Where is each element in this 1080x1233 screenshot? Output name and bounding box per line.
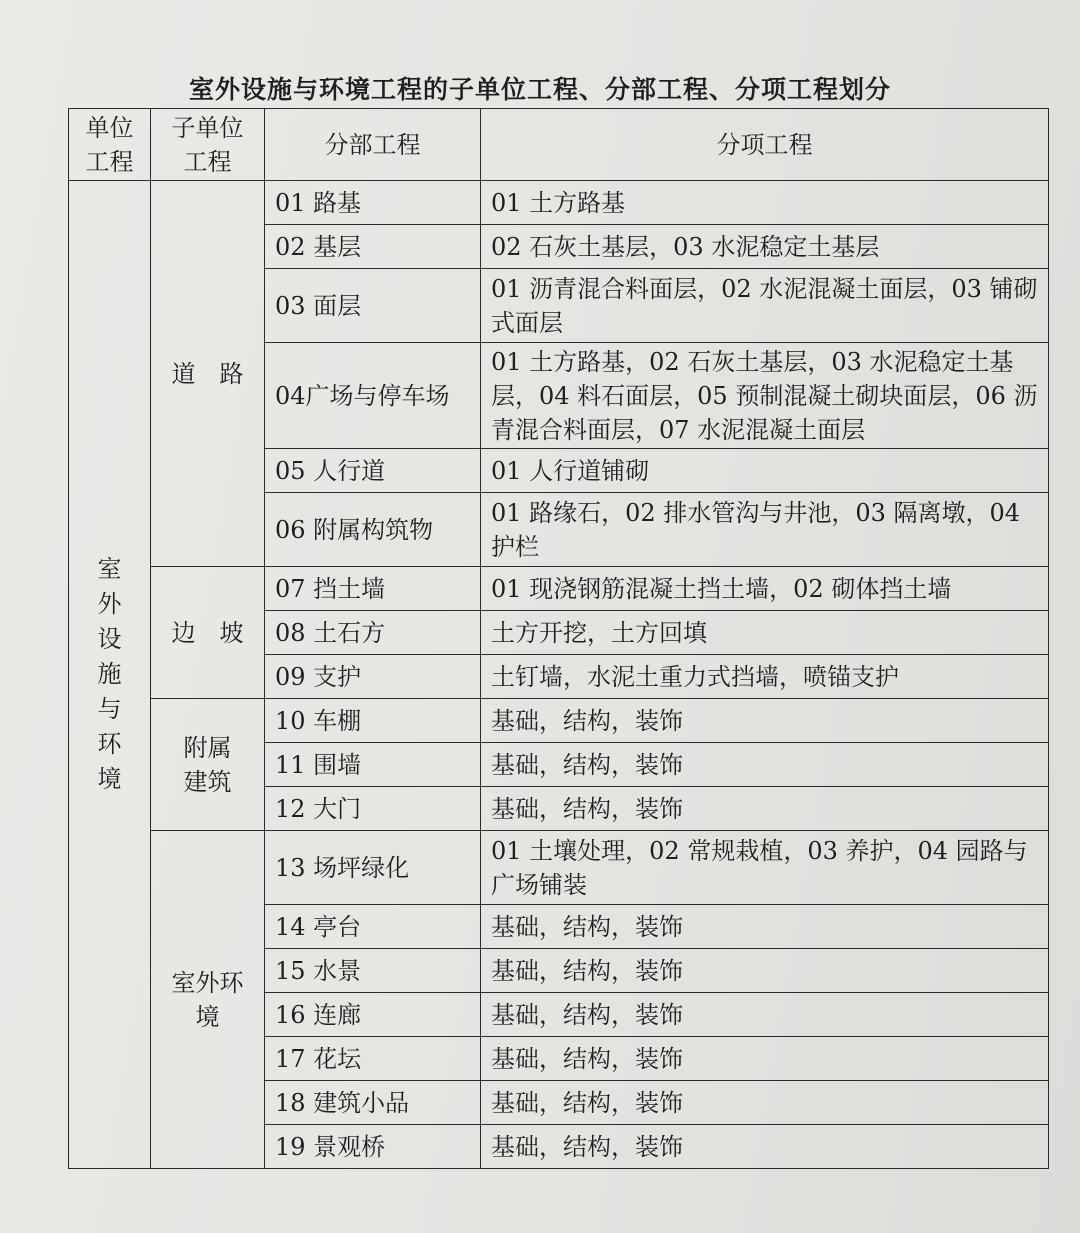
item-cell: 土方开挖，土方回填 (481, 611, 1049, 655)
table-row (69, 181, 1049, 225)
division-cell: 15 水景 (265, 949, 481, 993)
division-cell: 08 土石方 (265, 611, 481, 655)
group-slope: 边 坡 (151, 567, 265, 699)
division-cell: 02 基层 (265, 225, 481, 269)
table-row (69, 831, 1049, 905)
item-cell: 01 路缘石，02 排水管沟与井池，03 隔离墩，04 护栏 (481, 493, 1049, 567)
header-division: 分部工程 (265, 109, 481, 181)
unit-name-cell: 室 外 设 施 与 环 境 (69, 181, 151, 1169)
division-cell: 09 支护 (265, 655, 481, 699)
division-cell: 16 连廊 (265, 993, 481, 1037)
item-cell: 基础，结构，装饰 (481, 993, 1049, 1037)
page-title: 室外设施与环境工程的子单位工程、分部工程、分项工程划分 (188, 75, 891, 104)
item-cell: 基础，结构，装饰 (481, 787, 1049, 831)
division-table (68, 108, 1049, 1169)
division-cell: 04广场与停车场 (265, 343, 481, 449)
header-sub-unit: 子单位 工程 (151, 109, 265, 181)
division-cell: 03 面层 (265, 269, 481, 343)
item-cell: 02 石灰土基层，03 水泥稳定土基层 (481, 225, 1049, 269)
header-row (69, 109, 1049, 181)
table-row (69, 567, 1049, 611)
group-outdoor-env: 室外环 境 (151, 831, 265, 1169)
group-road: 道 路 (151, 181, 265, 567)
item-cell: 基础，结构，装饰 (481, 743, 1049, 787)
division-cell: 01 路基 (265, 181, 481, 225)
item-cell: 01 土方路基，02 石灰土基层，03 水泥稳定土基层，04 料石面层，05 预制混凝土砌块面层，06 沥青混合料面层，07 水泥混凝土面层 (481, 343, 1049, 449)
item-cell: 基础，结构，装饰 (481, 905, 1049, 949)
item-cell: 基础，结构，装饰 (481, 1037, 1049, 1081)
item-cell: 01 现浇钢筋混凝土挡土墙，02 砌体挡土墙 (481, 567, 1049, 611)
division-cell: 19 景观桥 (265, 1125, 481, 1169)
item-cell: 基础，结构，装饰 (481, 1081, 1049, 1125)
item-cell: 01 土方路基 (481, 181, 1049, 225)
division-cell: 12 大门 (265, 787, 481, 831)
item-cell: 土钉墙，水泥土重力式挡墙，喷锚支护 (481, 655, 1049, 699)
division-cell: 17 花坛 (265, 1037, 481, 1081)
division-cell: 06 附属构筑物 (265, 493, 481, 567)
item-cell: 01 人行道铺砌 (481, 449, 1049, 493)
division-cell: 05 人行道 (265, 449, 481, 493)
division-cell: 11 围墙 (265, 743, 481, 787)
item-cell: 基础，结构，装饰 (481, 949, 1049, 993)
item-cell: 01 土壤处理，02 常规栽植，03 养护，04 园路与广场铺装 (481, 831, 1049, 905)
division-cell: 13 场坪绿化 (265, 831, 481, 905)
item-cell: 基础，结构，装饰 (481, 1125, 1049, 1169)
division-cell: 18 建筑小品 (265, 1081, 481, 1125)
item-cell: 01 沥青混合料面层，02 水泥混凝土面层，03 铺砌式面层 (481, 269, 1049, 343)
division-cell: 14 亭台 (265, 905, 481, 949)
division-cell: 07 挡土墙 (265, 567, 481, 611)
group-aux-building: 附属 建筑 (151, 699, 265, 831)
header-item: 分项工程 (481, 109, 1049, 181)
header-unit: 单位 工程 (69, 109, 151, 181)
table-row (69, 699, 1049, 743)
division-cell: 10 车棚 (265, 699, 481, 743)
item-cell: 基础，结构，装饰 (481, 699, 1049, 743)
